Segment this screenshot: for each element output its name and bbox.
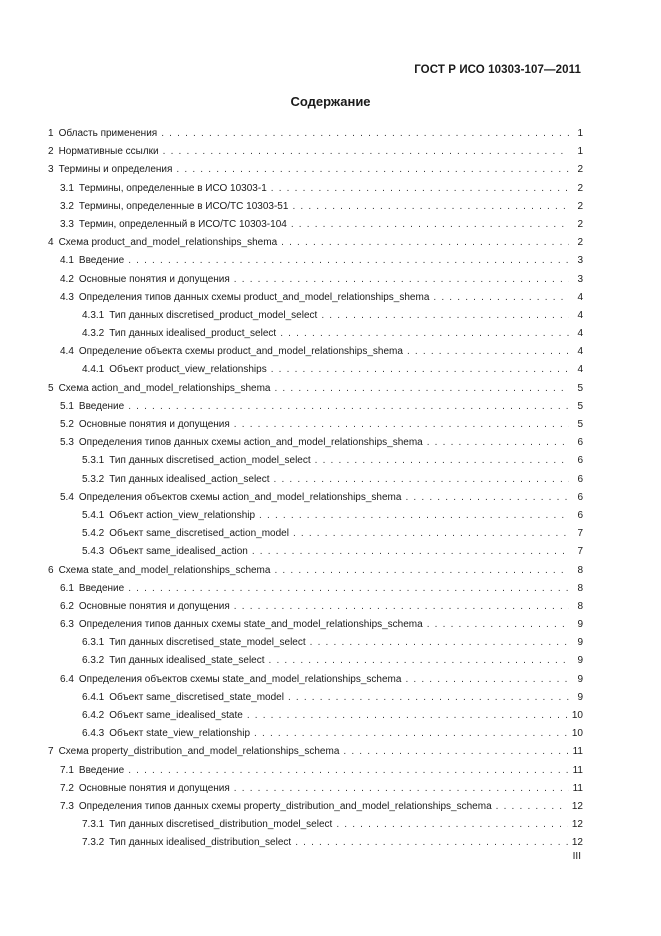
toc-entry-title: Объект state_view_relationship (109, 728, 251, 740)
toc-entry-number: 7.3.2 (82, 837, 105, 849)
toc-entry-number: 5.3.1 (82, 455, 105, 467)
toc-entry-number: 5.3.2 (82, 473, 105, 485)
toc-entry-number: 5 (48, 382, 54, 394)
toc-entry-number: 5.4 (60, 491, 74, 503)
toc-entry-number: 6.4.1 (82, 691, 105, 703)
dot-leader (280, 325, 569, 343)
toc-entry-number: 4.4 (60, 346, 74, 358)
toc-entry-number: 5.1 (60, 400, 74, 412)
toc-entry-title: Область применения (58, 128, 158, 139)
toc-entry[interactable] (0, 161, 661, 179)
dot-leader (496, 798, 568, 816)
dot-leader (343, 743, 568, 761)
dot-leader (274, 471, 569, 489)
toc-entry-title: Основные понятия и допущения (78, 600, 230, 612)
toc-entry-page: 9 (577, 673, 583, 685)
toc-entry-page: 2 (577, 200, 583, 212)
toc-entry-page: 2 (577, 164, 583, 176)
toc-entry-page: 10 (571, 728, 583, 740)
toc-entry[interactable] (0, 725, 661, 743)
toc-entry-page: 7 (577, 546, 583, 558)
toc-entry[interactable] (0, 343, 661, 361)
dot-leader (163, 143, 569, 161)
toc-entry-number: 5.4.3 (82, 546, 105, 558)
toc-entry-number: 4.1 (60, 255, 74, 267)
page-title: Содержание (290, 94, 371, 109)
toc-entry-title: Основные понятия и допущения (78, 782, 230, 794)
toc-entry-number: 3.1 (60, 182, 74, 194)
dot-leader (128, 252, 569, 270)
toc-entry[interactable] (0, 471, 661, 489)
dot-leader (247, 707, 568, 725)
toc-entry[interactable] (0, 125, 661, 143)
toc-entry[interactable] (0, 816, 661, 834)
toc-entry-title: Тип данных idealised_product_select (109, 328, 277, 340)
toc-entry-number: 4.2 (60, 273, 74, 285)
toc-entry-page: 10 (571, 710, 583, 721)
toc-entry[interactable] (0, 780, 661, 798)
toc-entry-title: Введение (78, 255, 125, 267)
toc-entry-title: Схема product_and_model_relationships_shema (58, 237, 278, 249)
dot-leader (128, 580, 569, 598)
toc-entry-title: Определения объектов схемы action_and_model_relationships_shema (78, 491, 402, 503)
toc-entry-number: 7.2 (60, 782, 74, 794)
toc-entry-page: 4 (577, 291, 583, 303)
toc-entry[interactable] (0, 580, 661, 598)
dot-leader (128, 398, 569, 416)
dot-leader (288, 689, 569, 707)
toc-entry[interactable] (0, 707, 661, 725)
toc-entry-title: Определения типов данных схемы state_and_model_relationships_schema (78, 619, 423, 631)
toc-entry-title: Объект same_idealised_state (109, 710, 243, 721)
toc-entry[interactable] (0, 634, 661, 652)
dot-leader (259, 507, 569, 525)
toc-entry-page: 4 (577, 346, 583, 358)
toc-entry-page: 6 (577, 455, 583, 467)
toc-entry[interactable] (0, 380, 661, 398)
toc-entry-page: 12 (571, 837, 583, 849)
toc-entry-title: Введение (78, 400, 125, 412)
toc-entry-title: Введение (78, 764, 125, 776)
toc-entry-page: 8 (577, 582, 583, 594)
toc-entry-number: 6.4.2 (82, 710, 105, 721)
dot-leader (291, 216, 569, 234)
toc-entry-page: 2 (577, 237, 583, 249)
toc-entry-number: 4.3 (60, 291, 74, 303)
toc-entry-page: 9 (577, 691, 583, 703)
toc-entry[interactable] (0, 525, 661, 543)
toc-entry[interactable] (0, 361, 661, 379)
toc-entry-number: 3.3 (60, 218, 74, 230)
dot-leader (234, 598, 569, 616)
toc-entry-page: 11 (572, 746, 583, 758)
toc-entry-title: Нормативные ссылки (58, 146, 159, 158)
dot-leader (427, 434, 569, 452)
toc-entry-page: 2 (577, 218, 583, 230)
toc-entry[interactable] (0, 743, 661, 761)
dot-leader (315, 452, 569, 470)
toc-entry-number: 6.3.1 (82, 637, 105, 649)
table-of-contents (0, 125, 661, 853)
dot-leader (321, 307, 569, 325)
toc-entry-page: 5 (577, 400, 583, 412)
toc-entry-title: Объект action_view_relationship (109, 509, 256, 521)
toc-entry-title: Определения типов данных схемы property_distribution_and_model_relationships_schema (78, 800, 492, 812)
toc-entry-number: 7.3.1 (82, 819, 105, 831)
toc-entry[interactable] (0, 198, 661, 216)
toc-entry[interactable] (0, 507, 661, 525)
toc-entry-number: 6.3 (60, 619, 74, 631)
toc-entry-page: 6 (577, 437, 583, 449)
dot-leader (254, 725, 568, 743)
toc-entry[interactable] (0, 671, 661, 689)
toc-entry-title: Объект same_discretised_state_model (109, 691, 284, 703)
toc-entry-title: Объект same_idealised_action (109, 546, 248, 558)
toc-entry-title: Объект product_view_relationships (109, 364, 267, 376)
dot-leader (407, 343, 569, 361)
toc-entry[interactable] (0, 562, 661, 580)
toc-entry-page: 11 (572, 782, 583, 794)
toc-entry[interactable] (0, 216, 661, 234)
toc-entry-page: 1 (577, 128, 583, 139)
toc-entry-number: 5.2 (60, 419, 74, 430)
dot-leader (427, 616, 569, 634)
dot-leader (336, 816, 568, 834)
toc-entry[interactable] (0, 689, 661, 707)
toc-entry-title: Определения объектов схемы state_and_model_relationships_schema (78, 673, 402, 685)
toc-entry-number: 2 (48, 146, 54, 158)
toc-entry-number: 6.3.2 (82, 655, 105, 667)
toc-entry-page: 8 (577, 564, 583, 576)
toc-entry-title: Тип данных discretised_action_model_select (109, 455, 311, 467)
dot-leader (271, 180, 569, 198)
toc-entry[interactable] (0, 325, 661, 343)
toc-entry-title: Тип данных discretised_distribution_model_select (109, 819, 333, 831)
toc-entry-number: 7 (48, 746, 54, 758)
toc-entry[interactable] (0, 598, 661, 616)
dot-leader (292, 198, 569, 216)
toc-entry-page: 9 (577, 655, 583, 667)
toc-entry[interactable] (0, 452, 661, 470)
standard-designation: ГОСТ Р ИСО 10303-107—2011 (414, 64, 581, 76)
dot-leader (405, 671, 569, 689)
toc-entry[interactable] (0, 616, 661, 634)
toc-entry-title: Определения типов данных схемы product_and_model_relationships_shema (78, 291, 430, 303)
toc-entry-page: 6 (577, 491, 583, 503)
toc-entry[interactable] (0, 543, 661, 561)
toc-entry[interactable] (0, 143, 661, 161)
toc-entry[interactable] (0, 289, 661, 307)
dot-leader (176, 161, 569, 179)
toc-entry-number: 6.4 (60, 673, 74, 685)
dot-leader (234, 416, 569, 434)
toc-entry[interactable] (0, 489, 661, 507)
toc-entry-title: Схема state_and_model_relationships_schema (58, 564, 271, 576)
toc-entry-page: 4 (577, 364, 583, 376)
toc-entry-number: 5.4.2 (82, 528, 105, 540)
toc-entry-number: 4 (48, 237, 54, 249)
toc-entry-page: 5 (577, 419, 583, 430)
toc-entry-title: Определение объекта схемы product_and_model_relationships_shema (78, 346, 403, 358)
toc-entry-title: Тип данных idealised_action_select (109, 473, 270, 485)
toc-entry-number: 4.3.2 (82, 328, 105, 340)
toc-entry-number: 6 (48, 564, 54, 576)
toc-entry-number: 5.4.1 (82, 509, 105, 521)
toc-entry-page: 1 (577, 146, 583, 158)
toc-entry-number: 4.4.1 (82, 364, 105, 376)
toc-entry[interactable] (0, 180, 661, 198)
toc-entry[interactable] (0, 798, 661, 816)
toc-entry-page: 11 (572, 764, 583, 776)
toc-entry-title: Объект same_discretised_action_model (109, 528, 289, 540)
toc-entry-title: Схема property_distribution_and_model_relationships_schema (58, 746, 340, 758)
toc-entry-title: Схема action_and_model_relationships_shema (58, 382, 271, 394)
toc-entry-title: Тип данных discretised_product_model_select (109, 309, 318, 321)
page-number: III (572, 851, 581, 862)
dot-leader (269, 652, 569, 670)
toc-entry-page: 5 (577, 382, 583, 394)
toc-entry-number: 6.1 (60, 582, 74, 594)
toc-entry[interactable] (0, 434, 661, 452)
dot-leader (271, 361, 569, 379)
toc-entry-page: 4 (577, 309, 583, 321)
dot-leader (161, 125, 569, 143)
toc-entry[interactable] (0, 652, 661, 670)
toc-entry-title: Тип данных discretised_state_model_select (109, 637, 306, 649)
toc-entry-page: 12 (571, 800, 583, 812)
dot-leader (252, 543, 569, 561)
dot-leader (295, 834, 568, 852)
toc-entry-page: 3 (577, 273, 583, 285)
dot-leader (234, 271, 569, 289)
toc-entry[interactable] (0, 834, 661, 852)
toc-entry-page: 12 (571, 819, 583, 831)
toc-entry-number: 7.3 (60, 800, 74, 812)
toc-entry[interactable] (0, 398, 661, 416)
toc-entry-number: 6.2 (60, 600, 74, 612)
toc-entry-number: 3 (48, 164, 54, 176)
dot-leader (405, 489, 569, 507)
toc-entry-title: Основные понятия и допущения (78, 273, 230, 285)
toc-entry-page: 9 (577, 637, 583, 649)
dot-leader (293, 525, 569, 543)
toc-entry-number: 7.1 (60, 764, 74, 776)
toc-entry-title: Термины, определенные в ИСО/ТС 10303-51 (78, 200, 289, 212)
toc-entry-page: 4 (577, 328, 583, 340)
toc-entry-page: 6 (577, 473, 583, 485)
toc-entry-title: Термины, определенные в ИСО 10303-1 (78, 182, 267, 194)
toc-entry[interactable] (0, 271, 661, 289)
toc-entry-page: 2 (577, 182, 583, 194)
toc-entry[interactable] (0, 762, 661, 780)
toc-entry[interactable] (0, 234, 661, 252)
toc-entry-number: 1 (48, 128, 54, 139)
toc-entry-title: Тип данных idealised_distribution_select (109, 837, 292, 849)
toc-entry[interactable] (0, 416, 661, 434)
toc-entry-page: 3 (577, 255, 583, 267)
dot-leader (281, 234, 569, 252)
dot-leader (310, 634, 569, 652)
toc-entry-title: Определения типов данных схемы action_and_model_relationships_shema (78, 437, 423, 449)
toc-entry-number: 3.2 (60, 200, 74, 212)
toc-entry-title: Тип данных idealised_state_select (109, 655, 265, 667)
toc-entry-title: Термины и определения (58, 164, 173, 176)
dot-leader (433, 289, 569, 307)
toc-entry-title: Основные понятия и допущения (78, 419, 230, 430)
toc-entry[interactable] (0, 252, 661, 270)
dot-leader (234, 780, 569, 798)
toc-entry-page: 9 (577, 619, 583, 631)
toc-entry-number: 4.3.1 (82, 309, 105, 321)
toc-entry-page: 6 (577, 509, 583, 521)
dot-leader (128, 762, 568, 780)
toc-entry-page: 7 (577, 528, 583, 540)
toc-entry-title: Введение (78, 582, 125, 594)
dot-leader (274, 380, 569, 398)
dot-leader (274, 562, 569, 580)
toc-entry-title: Термин, определенный в ИСО/ТС 10303-104 (78, 218, 287, 230)
toc-entry-number: 5.3 (60, 437, 74, 449)
toc-entry-number: 6.4.3 (82, 728, 105, 740)
toc-entry[interactable] (0, 307, 661, 325)
toc-entry-page: 8 (577, 600, 583, 612)
